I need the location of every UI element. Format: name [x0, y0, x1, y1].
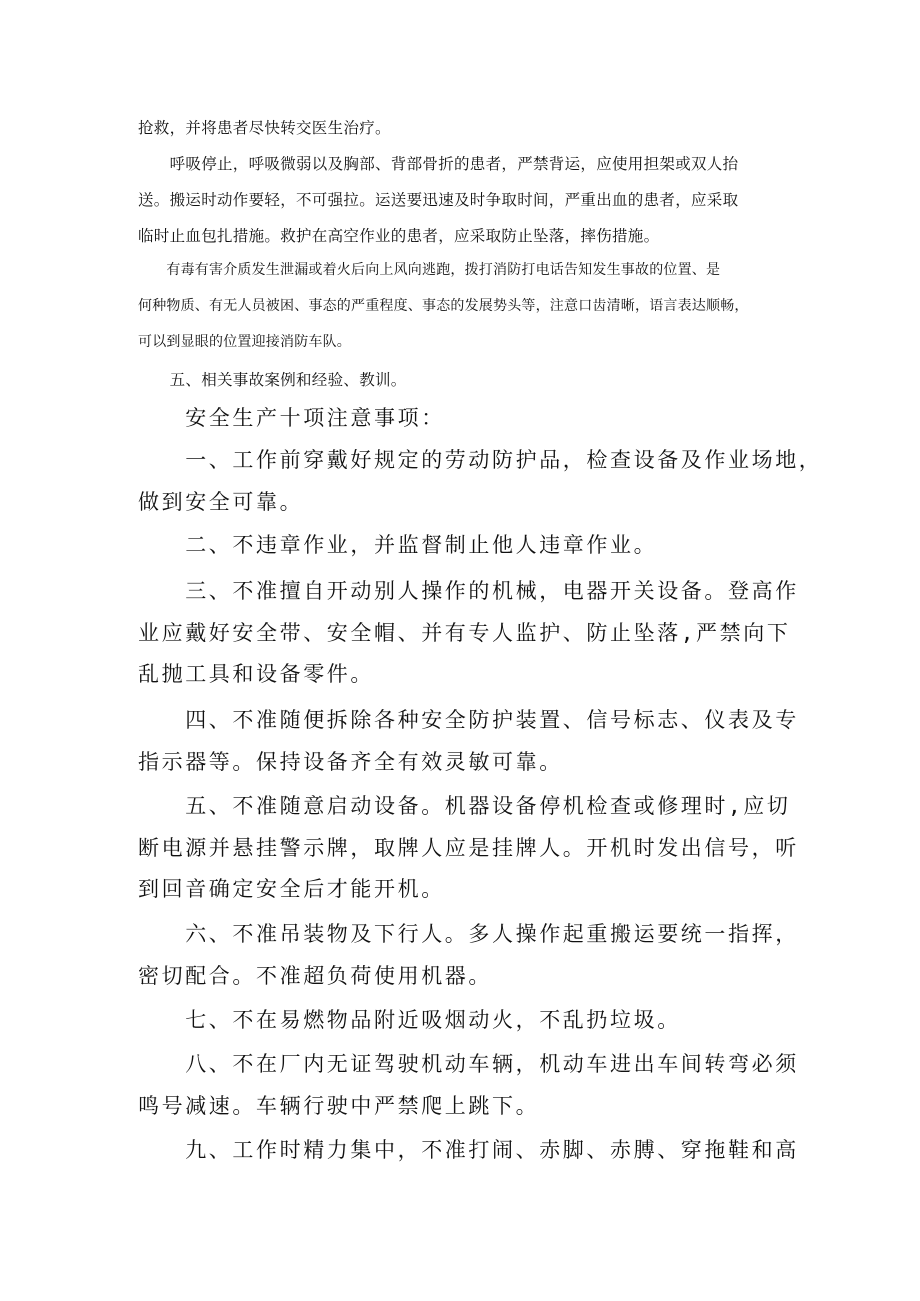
rule-4 [138, 700, 798, 783]
paragraph-leak [138, 252, 798, 360]
text-line: 指示器等。保持设备齐全有效灵敏可靠。 [138, 749, 563, 774]
rule-6 [138, 914, 798, 997]
text-line: 可以到显眼的位置迎接消防车队。 [138, 334, 351, 350]
text-line: 断电源并悬挂警示牌，取牌人应是挂牌人。开机时发出信号，听 [138, 835, 799, 860]
text-line: 七、不在易燃物品附近吸烟动火，不乱扔垃圾。 [138, 1008, 681, 1032]
rule-9 [138, 1130, 798, 1172]
text-line: 乱抛工具和设备零件。 [138, 662, 374, 686]
text-line: 三、不准擅自开动别人操作的机械，电器开关设备。登高作 [138, 579, 799, 603]
text-line: 四、不准随便拆除各种安全防护装置、信号标志、仪表及专 [138, 708, 799, 732]
text-line: 临时止血包扎措施。救护在高空作业的患者，应采取防止坠落，摔伤措施。 [138, 227, 660, 245]
text-line: 五、不准随意启动设备。机器设备停机检查或修理时,应切 [138, 794, 791, 818]
text-line: 抢救，并将患者尽快转交医生治疗。 [138, 119, 391, 137]
heading-text: 五、相关事故案例和经验、教训。 [138, 371, 407, 389]
text-line: 到回音确定安全后才能开机。 [138, 877, 445, 901]
heading-text: 安全生产十项注意事项： [138, 406, 445, 430]
text-line: 何种物质、有无人员被困、事态的严重程度、事态的发展势头等，注意口齿清晰，语言表达顺畅， [138, 298, 749, 314]
rule-5 [138, 786, 798, 911]
rule-3 [138, 571, 798, 696]
text-line: 呼吸停止，呼吸微弱以及胸部、背部骨折的患者，严禁背运，应使用担架或双人抬 [138, 155, 739, 173]
text-line: 有毒有害介质发生泄漏或着火后向上风向逃跑，拨打消防打电话告知发生事故的位置、是 [138, 262, 721, 278]
rule-8 [138, 1044, 798, 1127]
text-line: 九、工作时精力集中，不准打闹、赤脚、赤膊、穿拖鞋和高 [138, 1138, 799, 1162]
paragraph-rescue-tail [138, 110, 798, 146]
section-five-heading [138, 362, 798, 398]
text-line: 密切配合。不准超负荷使用机器。 [138, 963, 492, 988]
rule-1 [138, 440, 823, 523]
text-line: 做到安全可靠。 [138, 489, 304, 514]
text-line: 一、工作前穿戴好规定的劳动防护品，检查设备及作业场地， [138, 448, 823, 472]
ten-rules-title [138, 398, 798, 440]
rule-2 [138, 525, 798, 567]
text-line: 八、不在厂内无证驾驶机动车辆，机动车进出车间转弯必须 [138, 1052, 799, 1076]
text-line: 送。搬运时动作要轻，不可强拉。运送要迅速及时争取时间，严重出血的患者，应采取 [138, 191, 739, 209]
paragraph-transport [138, 146, 798, 254]
text-line: 业应戴好安全带、安全帽、并有专人监护、防止坠落,严禁向下 [138, 620, 791, 645]
text-line: 二、不违章作业，并监督制止他人违章作业。 [138, 533, 658, 557]
text-line: 六、不准吊装物及下行人。多人操作起重搬运要统一指挥， [138, 922, 799, 946]
rule-7 [138, 1000, 798, 1042]
text-line: 鸣号减速。车辆行驶中严禁爬上跳下。 [138, 1093, 540, 1118]
